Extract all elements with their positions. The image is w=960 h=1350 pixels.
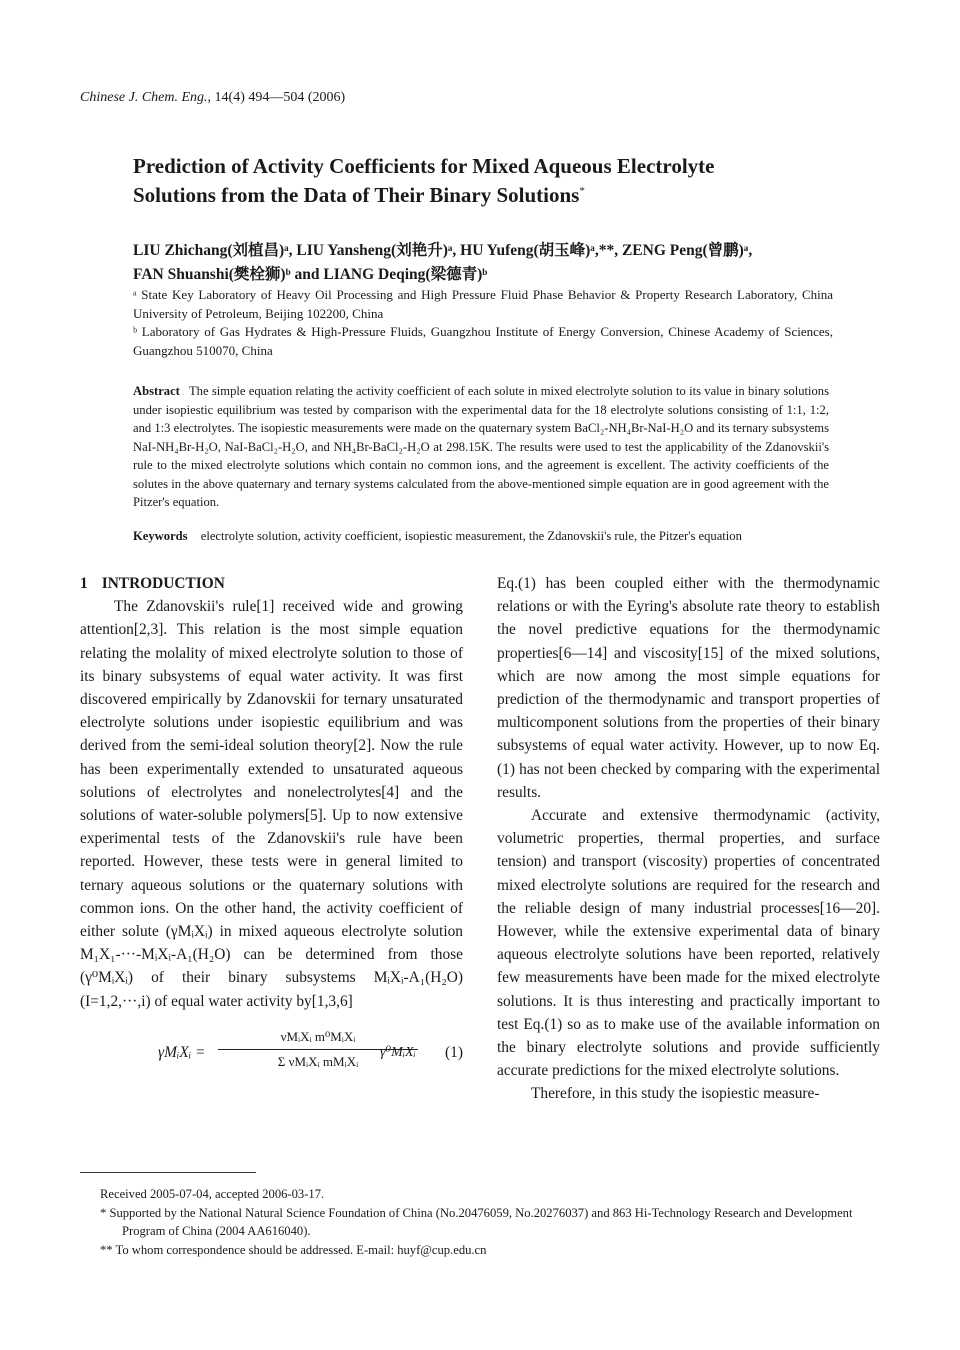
footnote-received: Received 2005-07-04, accepted 2006-03-17. xyxy=(100,1187,325,1201)
authors-line-1: LIU Zhichang(刘植昌)ᵃ, LIU Yansheng(刘艳升)ᵃ, HU Yufeng(胡玉峰)ᵃ,**, ZENG Peng(曾鹏)ᵃ, xyxy=(133,242,753,259)
title-line-1: Prediction of Activity Coefficients for Mixed Aqueous Electrolyte xyxy=(133,154,715,178)
title-footnote-mark: * xyxy=(579,185,585,197)
title-line-2: Solutions from the Data of Their Binary Solutions xyxy=(133,183,580,207)
keywords-label: Keywords xyxy=(133,529,188,543)
paper-title xyxy=(133,152,853,210)
authors-line-2: FAN Shuanshi(樊栓狮)ᵇ and LIANG Deqing(梁德青)ᵇ xyxy=(133,266,488,283)
equation-denominator: Σ νMᵢXᵢ mMᵢXᵢ xyxy=(277,1054,359,1070)
footnotes xyxy=(100,1185,880,1259)
footnote-support: * Supported by the National Natural Science Foundation of China (No.20476059, No.20276037) and 863 Hi-Technology Research and Development Program of China (2004 AA616040). xyxy=(100,1205,853,1238)
abstract-label: Abstract xyxy=(133,384,180,398)
abstract-text: The simple equation relating the activity coefficient of each solute in mixed electrolyte solution to its value in binary solutions under isopiestic equilibrium was tested by comparison with the experimental data for the 18 electrolyte solutions consisting of 1:1, 1:2, and 1:3 electrolytes. The isopiestic measurements were made on the quaternary system BaCl₂-NH₄Br-NaI-H₂O and its ternary subsystems NaI-NH₄Br-H₂O, NaI-BaCl₂-H₂O, and NH₄Br-BaCl₂-H₂O at 298.15K. The results were used to test the applicability of the Zdanovskii's rule to the mixed electrolyte solutions which contain no common ions, and the agreement is excellent. The activity coefficients of the solutes in the above quaternary and ternary systems calculated from the above-mentioned simple equation are in good agreement with the Pitzer's equation. xyxy=(133,384,830,509)
intro-paragraph-3: Accurate and extensive thermodynamic (activity, volumetric properties, thermal properties, and surface tension) and transport (viscosity) properties of concentrated mixed electrolyte solutions are required for the research and the reliable design of many industrial processes[16—20]. However, while the extensive experimental data of binary aqueous electrolyte solutions have been reported, relatively few measurements have been made for the mixed electrolyte solutions. It is thus interesting and practically important to test Eq.(1) so as to make use of the available information on the binary electrolyte solutions and provide sufficiently accurate predictions for the mixed electrolyte solutions. xyxy=(497,807,880,1080)
right-column xyxy=(497,572,880,1106)
keywords-text: electrolyte solution, activity coefficient, isopiestic measurement, the Zdanovskii's rule, the Pitzer's equation xyxy=(200,529,742,543)
equation-tail: γ⁰MᵢXᵢ xyxy=(380,1044,416,1060)
journal-volume: 14(4) 494—504 (2006) xyxy=(214,90,346,105)
journal-citation: Chinese J. Chem. Eng., 14(4) 494—504 (2006) xyxy=(80,90,346,105)
affiliation-b: ᵇ Laboratory of Gas Hydrates & High-Pressure Fluids, Guangzhou Institute of Energy Conversion, Chinese Academy of Sciences, Guangzhou 510070, China xyxy=(133,324,833,358)
affiliation-a: ᵃ State Key Laboratory of Heavy Oil Processing and High Pressure Fluid Phase Behavior & Property Research Laboratory, China University of Petroleum, Beijing 102200, China xyxy=(133,287,833,321)
equation-lhs: γMᵢXᵢ = xyxy=(158,1043,206,1061)
equation-1 xyxy=(80,1023,463,1095)
intro-paragraph-4: Therefore, in this study the isopiestic measure- xyxy=(531,1085,820,1103)
author-list xyxy=(133,239,853,287)
footnote-divider xyxy=(80,1172,256,1173)
intro-paragraph-2: Eq.(1) has been coupled either with the thermodynamic relations or with the Eyring's absolute rate theory to establish the novel predictive equations for the thermodynamic properties[6—14] and viscosity[15] of the mixed solutions, which are now among the most simple equations for prediction of the thermodynamic and transport properties of multicomponent solutions from the properties of their binary subsystems of equal water activity. However, up to now Eq.(1) has not been checked by comparing with the experimental results. xyxy=(497,575,880,801)
left-column xyxy=(80,572,463,1095)
intro-paragraph-1: The Zdanovskii's rule[1] received wide and growing attention[2,3]. This relation is the most simple equation relating the molality of mixed electrolyte solution to those of its binary subsystems of equal water activity. It was first discovered empirically by Zdanovskii for ternary unsaturated electrolyte solutions under isopiestic equilibrium and was derived from the semi-ideal solution theory[2]. Now the rule has been experimentally extended to unsaturated aqueous solutions of electrolytes and nonelectrolytes[4] and the solutions of water-soluble polymers[5]. Up to now extensive experimental tests of the Zdanovskii's rule have been reported. However, these tests were in general limited to ternary aqueous solutions or the quaternary solutions with common ions. On the other hand, the activity coefficient of either solute (γMᵢXᵢ) in mixed aqueous electrolyte solution M₁X₁-···-MᵢXᵢ-A₁(H₂O) can be determined from those (γ⁰MᵢXᵢ) of their binary subsystems MᵢXᵢ-A₁(H₂O) (I=1,2,···,i) of equal water activity by[1,3,6] xyxy=(80,598,463,1010)
journal-name: Chinese J. Chem. Eng. xyxy=(80,90,208,105)
equation-numerator: νMᵢXᵢ m⁰MᵢXᵢ xyxy=(218,1025,418,1050)
section-number: 1 xyxy=(80,575,88,592)
keywords xyxy=(133,527,829,545)
footnote-correspondence: ** To whom correspondence should be addressed. E-mail: huyf@cup.edu.cn xyxy=(100,1242,487,1257)
equation-number: (1) xyxy=(445,1043,463,1061)
abstract xyxy=(133,382,829,512)
section-heading xyxy=(80,572,463,595)
section-title: INTRODUCTION xyxy=(101,575,225,592)
